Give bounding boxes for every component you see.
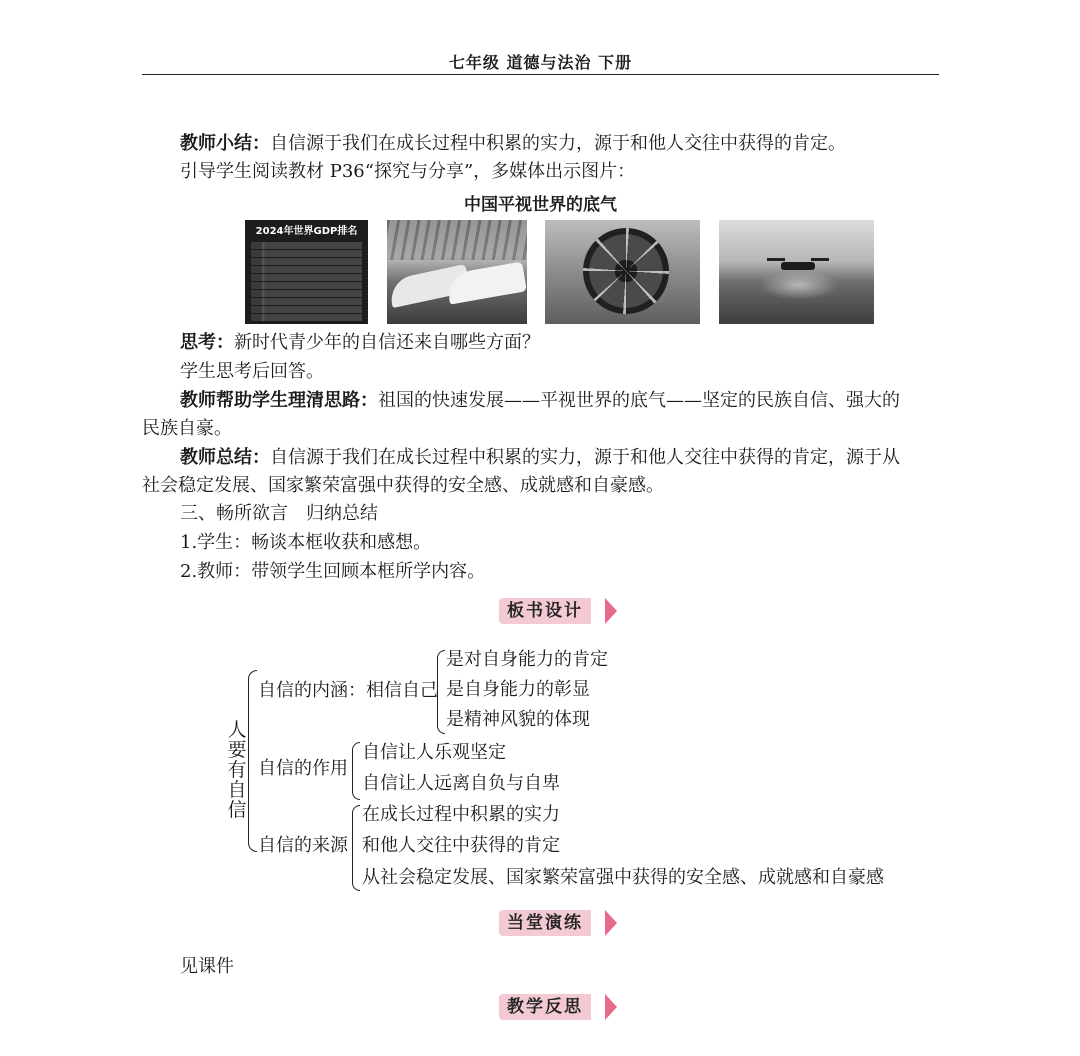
teacher-summary-1: [180, 133, 846, 155]
branch3-item: 从社会稳定发展、国家繁荣富强中获得的安全感、成就感和自豪感: [362, 867, 884, 888]
branch-effect: 自信的作用: [258, 758, 348, 779]
board-root-char: 信: [227, 799, 247, 821]
teacher-guide-text: 祖国的快速发展——平视世界的底气——坚定的民族自信、强大的: [378, 390, 900, 411]
teacher-guide-label: 教师帮助学生理清思路：: [180, 390, 378, 411]
section-3-title: 三、畅所欲言 归纳总结: [180, 503, 378, 524]
board-design-badge: [499, 598, 619, 624]
gdp-table-rows: [251, 242, 362, 320]
tunnel-boring-machine-image: [545, 220, 700, 324]
board-root-char: 人: [227, 719, 247, 741]
board-root-char: 要: [227, 739, 247, 761]
high-speed-train-image: [387, 220, 527, 324]
branch1-bracket: [437, 650, 445, 734]
branch-source: 自信的来源: [258, 835, 348, 856]
teacher-conclusion-text: 自信源于我们在成长过程中积累的实力，源于和他人交往中获得的肯定，源于从: [270, 447, 900, 468]
branch-connotation: 自信的内涵：相信自己: [258, 680, 438, 701]
branch2-item: 自信让人乐观坚定: [362, 742, 506, 763]
figure-title: 中国平视世界的底气: [464, 195, 617, 215]
gdp-ranking-image: [245, 220, 368, 324]
guide-reading-text: 引导学生阅读教材 P36“探究与分享”，多媒体出示图片：: [180, 161, 636, 182]
branch1-item: 是自身能力的彰显: [446, 679, 590, 700]
board-root-char: 自: [227, 779, 247, 801]
header-divider: [142, 74, 939, 75]
branch1-item: 是精神风貌的体现: [446, 709, 590, 730]
branch1-item: 是对自身能力的肯定: [446, 649, 608, 670]
branch3-item: 和他人交往中获得的肯定: [362, 835, 560, 856]
badge-arrow-icon: [605, 910, 617, 936]
practice-text: 见课件: [180, 956, 234, 977]
page-header: 七年级 道德与法治 下册: [448, 53, 633, 72]
teacher-guide-continued: 民族自豪。: [142, 418, 232, 439]
practice-badge: [499, 910, 619, 936]
branch3-bracket: [352, 805, 360, 891]
root-bracket: [248, 670, 257, 852]
student-answer-text: 学生思考后回答。: [180, 361, 324, 382]
teacher-conclusion-label: 教师总结：: [180, 447, 270, 468]
practice-label: 当堂演练: [499, 910, 591, 936]
badge-arrow-icon: [605, 598, 617, 624]
thinking-question: [180, 332, 540, 354]
board-root-char: 有: [227, 759, 247, 781]
section-3-item-2: 2.教师：带领学生回顾本框所学内容。: [180, 561, 486, 582]
agricultural-drone-image: [719, 220, 874, 324]
teacher-conclusion-line: [180, 447, 900, 469]
branch3-item: 在成长过程中积累的实力: [362, 804, 560, 825]
teacher-guide-line: [180, 390, 900, 412]
section-3-item-1: 1.学生：畅谈本框收获和感想。: [180, 532, 432, 553]
board-design-label: 板书设计: [499, 598, 591, 624]
badge-arrow-icon: [605, 994, 617, 1020]
reflection-badge: [499, 994, 619, 1020]
board-root: [226, 720, 248, 820]
branch2-item: 自信让人远离自负与自卑: [362, 773, 560, 794]
branch2-bracket: [352, 742, 360, 800]
thinking-text: 新时代青少年的自信还来自哪些方面？: [234, 332, 540, 353]
teacher-summary-label: 教师小结：: [180, 133, 270, 154]
gdp-image-title: 2024年世界GDP排名: [255, 226, 358, 237]
teacher-conclusion-continued: 社会稳定发展、国家繁荣富强中获得的安全感、成就感和自豪感。: [142, 475, 664, 496]
teacher-summary-text: 自信源于我们在成长过程中积累的实力，源于和他人交往中获得的肯定。: [270, 133, 846, 154]
thinking-label: 思考：: [180, 332, 234, 353]
reflection-label: 教学反思: [499, 994, 591, 1020]
